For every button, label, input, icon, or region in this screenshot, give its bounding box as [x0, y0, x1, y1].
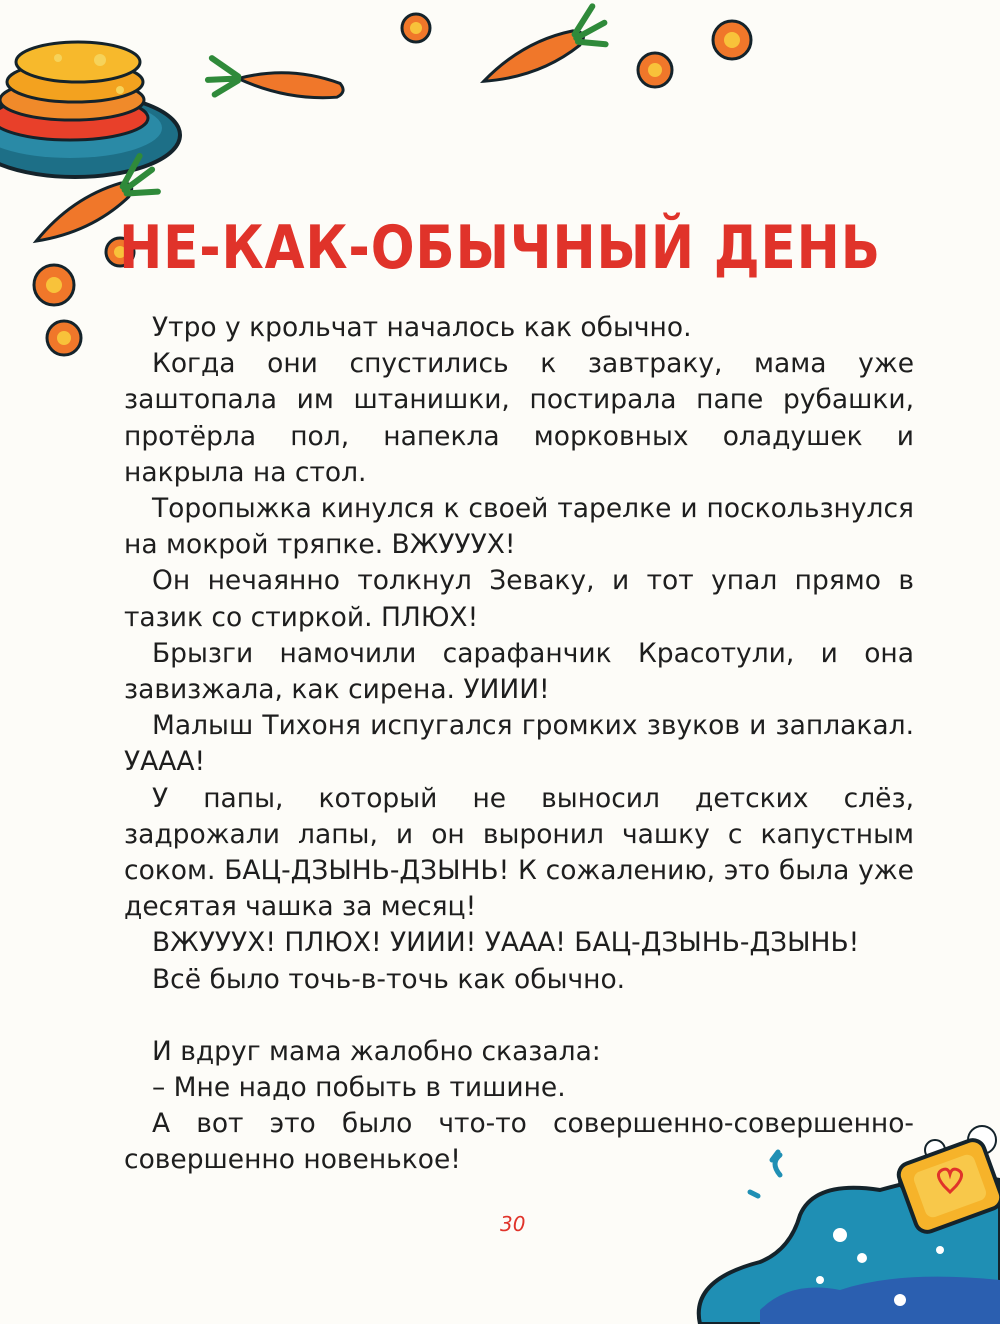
paragraph: Торопыжка кинулся к своей тарелке и поскользнулся на мокрой тряпке. ВЖУУУХ! — [124, 493, 914, 561]
carrot-illustration — [207, 58, 345, 106]
story-text — [124, 310, 914, 1179]
paragraph-break — [124, 998, 914, 1034]
paragraph: Всё было точь-в-точь как обычно. — [152, 963, 626, 995]
paragraph: А вот это было что-то совершенно-совершенно-совершенно новенькое! — [124, 1108, 914, 1176]
page-number: 30 — [500, 1212, 526, 1236]
paragraph: Когда они спустились к завтраку, мама уже заштопала им штанишки, постирала папе рубашки, протёрла пол, напекла морковных оладушек и накрыла на стол. — [124, 348, 914, 488]
paragraph: Он нечаянно толкнул Зеваку, и тот упал прямо в тазик со стиркой. ПЛЮХ! — [124, 565, 914, 633]
pancakes-plate-illustration — [0, 42, 180, 177]
page-title: НЕ-КАК-ОБЫЧНЫЙ ДЕНЬ — [119, 213, 881, 284]
paragraph: – Мне надо побыть в тишине. — [152, 1072, 566, 1104]
paragraph: ВЖУУУХ! ПЛЮХ! УИИИ! УААА! БАЦ-ДЗЫНЬ-ДЗЫНЬ! — [152, 927, 860, 959]
paragraph: Малыш Тихоня испугался громких звуков и заплакал. УААА! — [124, 710, 914, 778]
carrot-illustration — [475, 5, 613, 98]
carrot-slice-illustration — [34, 14, 751, 355]
paragraph: Брызги намочили сарафанчик Красотули, и она завизжала, как сирена. УИИИ! — [124, 637, 914, 706]
paragraph: Утро у крольчат началось как обычно. — [152, 312, 692, 343]
paragraph: У папы, который не выносил детских слёз, задрожали лапы, и он выронил чашку с капустным соком. БАЦ-ДЗЫНЬ-ДЗЫНЬ! К сожалению, это была уже десятая чашка за месяц! — [124, 782, 914, 923]
paragraph: И вдруг мама жалобно сказала: — [152, 1035, 601, 1067]
